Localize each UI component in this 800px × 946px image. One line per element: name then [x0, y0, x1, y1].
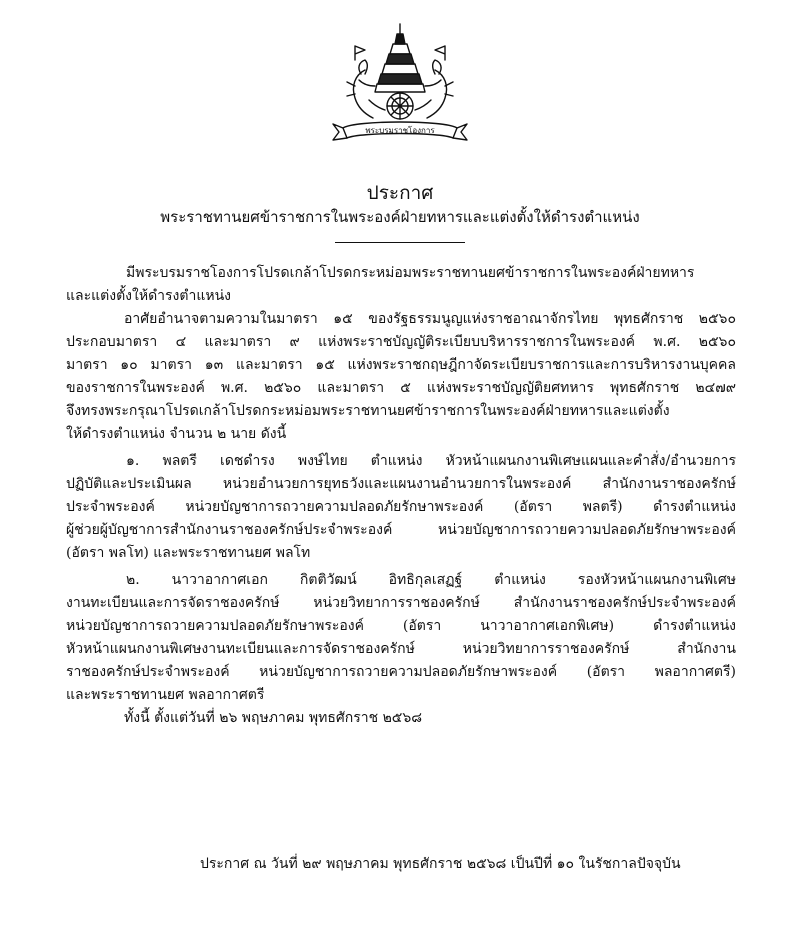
announcement-body [66, 262, 736, 730]
body-line: ของราชการในพระองค์ พ.ศ. ๒๕๖๐ และมาตรา ๕ แห่งพระราชบัญญัติยศทหาร พุทธศักราช ๒๔๗๙ [66, 380, 736, 396]
body-line: จึงทรงพระกรุณาโปรดเกล้าโปรดกระหม่อมพระราชทานยศข้าราชการในพระองค์ฝ่ายทหารและแต่งตั้ง [66, 403, 670, 419]
page-subtitle: พระราชทานยศข้าราชการในพระองค์ฝ่ายทหารและแต่งตั้งให้ดำรงตำแหน่ง [160, 208, 640, 226]
ribbon-text: พระบรมราชโองการ [365, 126, 435, 135]
item-2-line: ราชองครักษ์ประจำพระองค์ หน่วยบัญชาการถวายความปลอดภัยรักษาพระองค์ (อัตรา พลอากาศตรี) [66, 664, 736, 680]
item-2-line: หัวหน้าแผนกงานพิเศษงานทะเบียนและการจัดราชองครักษ์ หน่วยวิทยาการราชองครักษ์ สำนักงาน [66, 641, 736, 657]
item-1-line: ปฏิบัติและประเมินผล หน่วยอำนวยการยุทธวังและแผนงานอำนวยการในพระองค์ สำนักงานราชองครักษ์ [66, 476, 736, 492]
body-line: อาศัยอำนาจตามความในมาตรา ๑๕ ของรัฐธรรมนูญแห่งราชอาณาจักรไทย พุทธศักราช ๒๕๖๐ [124, 311, 736, 327]
item-2-line: ๒. นาวาอากาศเอก กิตติวัฒน์ อิทธิกุลเสฏฐ์ ตำแหน่ง รองหัวหน้าแผนกงานพิเศษ [126, 572, 736, 588]
page-title: ประกาศ [366, 182, 434, 204]
item-2-line: และพระราชทานยศ พลอากาศตรี [66, 687, 265, 703]
item-1-line: (อัตรา พลโท) และพระราชทานยศ พลโท [66, 545, 311, 561]
royal-seal-icon [325, 20, 475, 150]
body-line: และแต่งตั้งให้ดำรงตำแหน่ง [66, 288, 231, 304]
body-line: มาตรา ๑๐ มาตรา ๑๓ และมาตรา ๑๕ แห่งพระราชกฤษฎีกาจัดระเบียบราชการและการบริหารงานบุคคล [66, 357, 736, 373]
item-1-line: ผู้ช่วยผู้บัญชาการสำนักงานราชองครักษ์ประจำพระองค์ หน่วยบัญชาการถวายความปลอดภัยรักษาพระองค์ [66, 522, 736, 538]
effective-date: ทั้งนี้ ตั้งแต่วันที่ ๒๖ พฤษภาคม พุทธศักราช ๒๕๖๘ [124, 710, 423, 726]
body-line: ให้ดำรงตำแหน่ง จำนวน ๒ นาย ดังนี้ [66, 426, 287, 442]
item-2-line: หน่วยบัญชาการถวายความปลอดภัยรักษาพระองค์ (อัตรา นาวาอากาศเอกพิเศษ) ดำรงตำแหน่ง [66, 618, 736, 634]
item-1-line: ๑. พลตรี เดชดำรง พงษ์ไทย ตำแหน่ง หัวหน้าแผนกงานพิเศษแผนและคำสั่ง/อำนวยการ [126, 453, 736, 469]
body-line: มีพระบรมราชโองการโปรดเกล้าโปรดกระหม่อมพระราชทานยศข้าราชการในพระองค์ฝ่ายทหาร [126, 265, 695, 281]
proclamation-date: ประกาศ ณ วันที่ ๒๙ พฤษภาคม พุทธศักราช ๒๕๖๘ เป็นปีที่ ๑๐ ในรัชกาลปัจจุบัน [200, 856, 681, 872]
item-1-line: ประจำพระองค์ หน่วยบัญชาการถวายความปลอดภัยรักษาพระองค์ (อัตรา พลตรี) ดำรงตำแหน่ง [66, 499, 736, 515]
divider [335, 242, 465, 243]
body-line: ประกอบมาตรา ๔ และมาตรา ๙ แห่งพระราชบัญญัติระเบียบบริหารราชการในพระองค์ พ.ศ. ๒๕๖๐ [66, 334, 736, 350]
item-2-line: งานทะเบียนและการจัดราชองครักษ์ หน่วยวิทยาการราชองครักษ์ สำนักงานราชองครักษ์ประจำพระองค์ [66, 595, 736, 611]
